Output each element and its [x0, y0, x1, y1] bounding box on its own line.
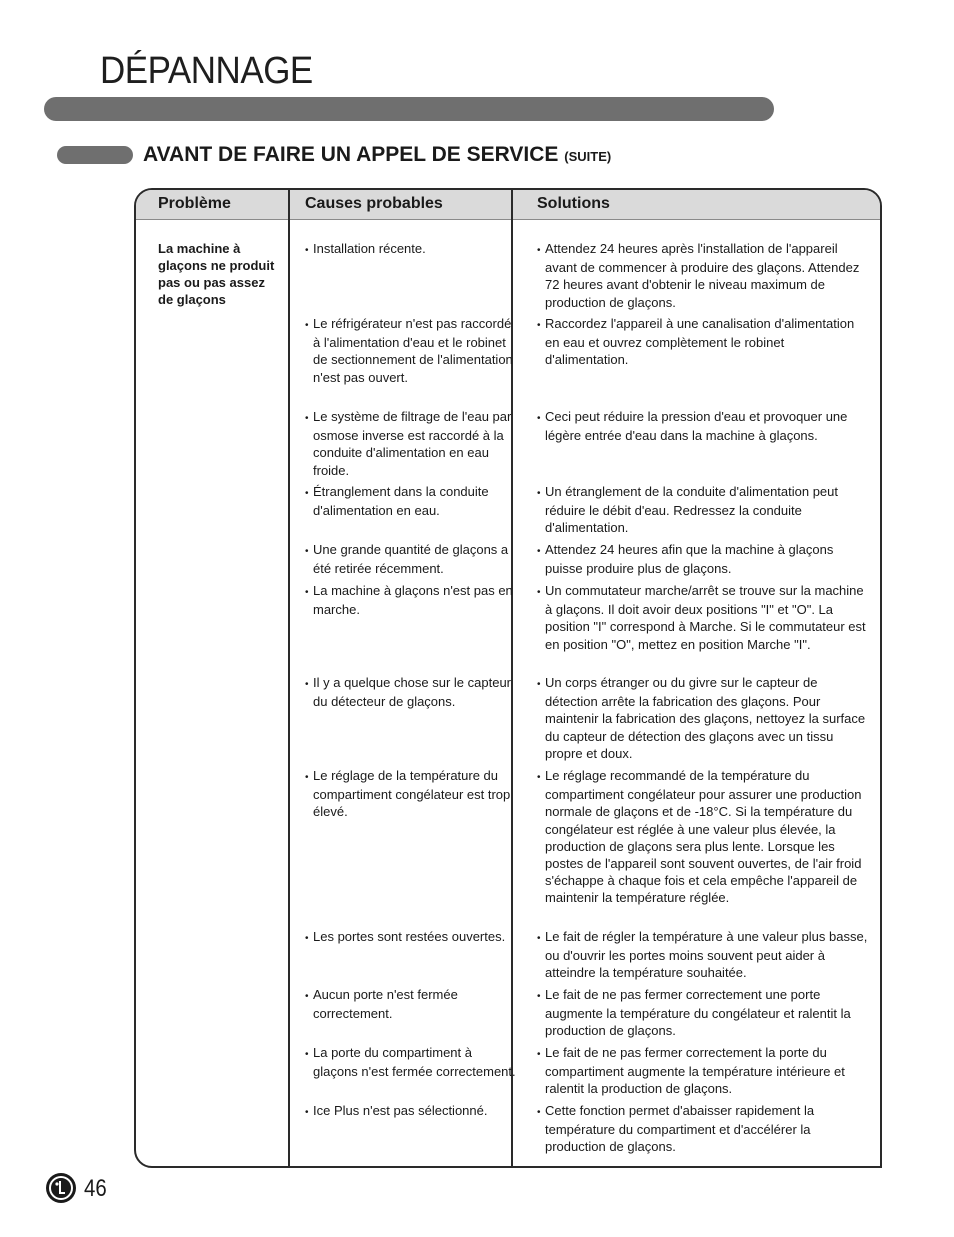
solution-item: • Ceci peut réduire la pression d'eau et provoquer une légère entrée d'eau dans la machine à glaçons.: [537, 408, 870, 444]
solution-item: • Un étranglement de la conduite d'alimentation peut réduire le débit d'eau. Redressez la conduite d'alimentation.: [537, 483, 870, 537]
solution-item: • Attendez 24 heures afin que la machine à glaçons puisse produire plus de glaçons.: [537, 541, 870, 577]
solution-item: • Un commutateur marche/arrêt se trouve sur la machine à glaçons. Il doit avoir deux positions "I" et "O". La position "I" correspond à Marche. Si le commutateur est en position "O", mettez en position Marche "I".: [537, 582, 870, 653]
solution-item: • Attendez 24 heures après l'installation de l'appareil avant de commencer à produire des glaçons. Attendez 72 heures avant d'obtenir le niveau maximum de production de glaçons.: [537, 240, 870, 311]
problem-cell: La machine à glaçons ne produit pas ou pas assez de glaçons: [158, 241, 275, 307]
solution-item: • Cette fonction permet d'abaisser rapidement la température du compartiment et d'accélérer la production de glaçons.: [537, 1102, 870, 1156]
cause-item: • Installation récente.: [305, 240, 517, 259]
cause-item: • Le réfrigérateur n'est pas raccordé à l'alimentation d'eau et le robinet de sectionnement de l'alimentation n'est pas ouvert.: [305, 315, 517, 386]
cause-item: • La porte du compartiment à glaçons n'est fermée correctement.: [305, 1044, 517, 1080]
troubleshooting-table: [134, 188, 882, 1168]
lg-logo-icon-graphic: [46, 1173, 76, 1203]
column-divider: [288, 190, 290, 1166]
table-header: [136, 190, 880, 220]
cause-item: • Étranglement dans la conduite d'alimentation en eau.: [305, 483, 517, 519]
table-corner: [880, 1148, 882, 1168]
solution-item: • Le fait de ne pas fermer correctement une porte augmente la température du congélateur et ralentit la production de glaçons.: [537, 986, 870, 1040]
cause-item: • Les portes sont restées ouvertes.: [305, 928, 517, 947]
section-pill: [57, 146, 133, 164]
cause-item: • Le réglage de la température du compartiment congélateur est trop élevé.: [305, 767, 517, 821]
page-number: 46: [84, 1175, 107, 1202]
section-title-suffix: (SUITE): [564, 149, 612, 164]
solution-item: • Le réglage recommandé de la température du compartiment congélateur pour assurer une production normale de glaçons et de -18°C. Si la température du congélateur est réglée à une valeur plus élevée, la production de glaçons sera plus lente. Lorsque les postes de l'appareil sont souvent ouvertes, de l'air froid s'échappe à chaque fois et cela empêche l'appareil de maintenir la température réglée.: [537, 767, 870, 907]
table-corner: [862, 1166, 882, 1168]
lg-logo-icon: [46, 1173, 76, 1203]
column-header-solutions: Solutions: [537, 195, 610, 212]
section-title: [143, 143, 611, 167]
cause-item: • Ice Plus n'est pas sélectionné.: [305, 1102, 517, 1121]
header-bar: [44, 97, 774, 121]
column-header-problem: Problème: [158, 195, 231, 212]
solution-item: • Raccordez l'appareil à une canalisation d'alimentation en eau et ouvrez complètement le robinet d'alimentation.: [537, 315, 870, 369]
solution-item: • Un corps étranger ou du givre sur le capteur de détection arrête la fabrication des glaçons. Pour maintenir la fabrication des glaçons, nettoyez la surface du capteur de détection des glaçons avec un tissu propre et doux.: [537, 674, 870, 762]
cause-item: • La machine à glaçons n'est pas en marche.: [305, 582, 517, 618]
solution-item: • Le fait de régler la température à une valeur plus basse, ou d'ouvrir les portes moins souvent peut aider à atteindre la température souhaitée.: [537, 928, 870, 982]
cause-item: • Aucun porte n'est fermée correctement.: [305, 986, 517, 1022]
section-title-text: AVANT DE FAIRE UN APPEL DE SERVICE: [143, 143, 559, 166]
page-title: DÉPANNAGE: [100, 50, 313, 92]
column-header-causes: Causes probables: [305, 195, 443, 212]
cause-item: • Le système de filtrage de l'eau par osmose inverse est raccordé à la conduite d'alimentation en eau froide.: [305, 408, 517, 479]
solution-item: • Le fait de ne pas fermer correctement la porte du compartiment augmente la température intérieure et ralentit la production de glaçons.: [537, 1044, 870, 1098]
cause-item: • Une grande quantité de glaçons a été retirée récemment.: [305, 541, 517, 577]
cause-item: • Il y a quelque chose sur le capteur du détecteur de glaçons.: [305, 674, 517, 710]
